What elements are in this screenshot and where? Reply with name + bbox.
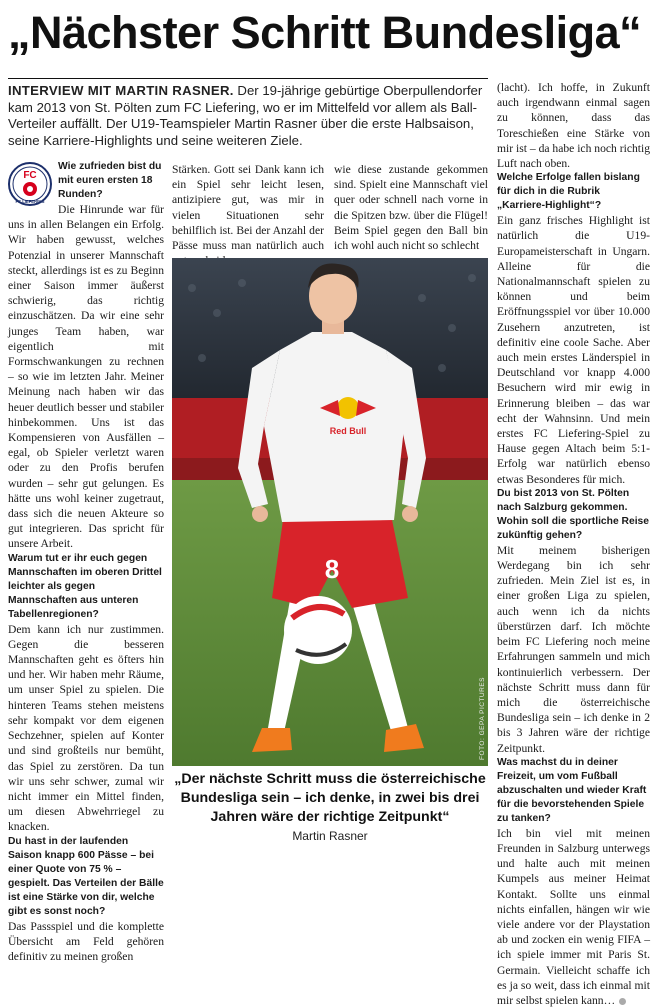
article-column-4	[497, 80, 650, 1008]
badge-text: FC LIEFERING	[15, 199, 45, 204]
answer-3-continued: Stärken. Gott sei Dank kann ich ein Spiel sehr leicht lesen, antizipiere gut, was mir in vielen Situationen sehr behilflich ist. Bei der Anzahl der Pässe muss man natürlich auch	[172, 163, 324, 253]
answer-3: Das Passspiel und die komplette Übersicht am Feld gehören definitiv zu meinen großen	[8, 919, 164, 963]
jersey-sponsor: Red Bull	[329, 426, 367, 436]
question-2: Warum tut er ihr euch gegen Mannschaften im oberen Drittel leichter als gegen Mannschaften aus unteren Tabellenregionen?	[8, 552, 162, 620]
fc-liefering-logo-icon	[8, 162, 52, 206]
answer-6	[497, 826, 650, 1008]
question-5: Du bist 2013 von St. Pölten nach Salzburg gekommen. Wohin soll die sportliche Reise zukünftig gehen?	[497, 487, 650, 541]
jersey-number: 8	[324, 554, 340, 584]
answer-2: Dem kann ich nur zustimmen. Gegen die besseren Mannschaften geht es öfters hin und her. Wir haben mehr Räume, um unser Spiel zu spielen. Die hinteren Teams stehen meistens sehr kompakt vor dem eigenen Sechzehner, spielen auf Konter und sind großteils nur bemüht, das Spiel zu zerstören. Da tun wir uns sehr schwer, zumal wir nicht immer ein Mittel finden, um diesen Abwehrriegel zu knacken.	[8, 622, 164, 834]
intro-paragraph	[8, 78, 488, 149]
end-mark	[619, 998, 626, 1005]
answer-5: Mit meinem bisherigen Werdegang bin ich sehr zufrieden. Mein Ziel ist es, in einer großen Liga zu spielen, auch wenn ich da nichts überstürzen darf. Ich möchte beim FC Liefering noch meine Erfahrungen sammeln und mich kontinuierlich verbessern. Der nächste Schritt muss dann für mich die österreichische Bundesliga sein – ich denke in 2 bis 3 Jahren wäre der richtige Zeitpunkt.	[497, 543, 650, 755]
page-title: „Nächster Schritt Bundesliga“	[8, 7, 642, 58]
answer-1: Die Hinrunde war für uns in allen Belangen ein Erfolg. Wir haben gewusst, welches Potenzial in unserer Mannschaft steckt, allerdings ist es zu Beginn einer Saison immer äußerst schwierig, das richtig einzuschätzen. Da wir eine sehr junges Team haben, war eigentlich mit Formschwankungen zu rechnen – so wie im letzten Jahr. Meiner Meinung nach haben wir das heuer deutlich besser und stabiler hinbekommen. Uns ist das Kompensieren von Ausfällen – egal, ob Spieler verletzt waren oder zu den Profis berufen wurden – sehr gut gelungen. Es hätte uns wohl keiner zugetraut, dass sich die neuen Akteure so gut integrieren. Das spricht für unsere Arbeit.	[8, 203, 164, 551]
svg-text:FC: FC	[23, 170, 37, 181]
answer-3-end: (lacht). Ich hoffe, in Zukunft auch irgendwann einmal sagen zu können, dass das Toreschießen eine Stärke von mir ist – da habe ich noch richtig Luft nach oben.	[497, 81, 650, 171]
article-column-2	[172, 162, 324, 268]
pull-quote-author: Martin Rasner	[292, 829, 368, 843]
question-1: Wie zufrieden bist du mit euren ersten 18 Runden?	[58, 161, 162, 200]
answer-3-continued-2: wie diese zustande gekommen sind. Spielt eine Mannschaft viel quer oder schnell nach vorne in die Spitzen bzw. über die Flügel! Beim Spiel gegen den Ball bin ich wohl auch nicht so schlecht	[334, 163, 488, 253]
player-photo	[172, 258, 488, 766]
photo-credit: FOTO: GEPA PICTURES	[479, 677, 486, 760]
player-illustration	[172, 258, 488, 766]
article-column-1	[8, 160, 164, 964]
pull-quote: „Der nächste Schritt muss die österreichische Bundesliga sein – ich denke, in zwei bis drei Jahren wäre der richtige Zeitpunkt“	[174, 771, 486, 825]
question-4: Welche Erfolge fallen bislang für dich in die Rubrik „Karriere-Highlight“?	[497, 172, 640, 212]
intro-lead: INTERVIEW MIT MARTIN RASNER.	[8, 83, 234, 98]
answer-6-text: Ich bin viel mit meinen Freunden in Salzburg unterwegs und halte auch mit meinen Kumpels aus meiner Heimat Kontakt. Sollte uns einmal nichts einfallen, hängen wir wie viele andere vor der Playstation ab und zocken ein wenig FIFA – ich spiele immer mit Paris St. Germain. Vielleicht schaffe ich es ja so weit, dass ich einmal mit mir selbst spielen kann…	[497, 826, 650, 1007]
intro-text: Der 19-jährige gebürtige Oberpullendorfer kam 2013 von St. Pölten zum FC Liefering, wo er im Mittelfeld vor allem als Ball-Verteiler auffällt. Der U19-Teamspieler Martin Rasner über die erste Halbsaison, seine Karriere-Highlights und seine weiteren Ziele.	[8, 83, 483, 148]
question-6: Was machst du in deiner Freizeit, um vom Fußball abzuschalten und wieder Kraft für die bevorstehenden Spiele zu tanken?	[497, 756, 647, 824]
article-column-3	[334, 162, 488, 253]
answer-4: Ein ganz frisches Highlight ist natürlich die U19-Europameisterschaft in Ungarn. Alleine für die Nationalmannschaft spielen zu können und beim Eröffnungsspiel vor über 10.000 Zusehern anzutreten, ist definitiv eine coole Sache. Aber auch mein erstes Länderspiel in Deutschland vor knapp 4.000 Besuchern wird mir ewig in Erinnerung bleiben – das war echt der Wahnsinn. Und mein erstes FC Liefering-Spiel zu Hause gegen Altach beim 5:1-Erfolg war natürlich ebenso etwas Besonderes für mich.	[497, 214, 650, 486]
question-3: Du hast in der laufenden Saison knapp 600 Pässe – bei einer Quote von 75 % – gespielt. Das Verteilen der Bälle ist eine Stärke von dir, welche gibt es sonst noch?	[8, 835, 164, 917]
